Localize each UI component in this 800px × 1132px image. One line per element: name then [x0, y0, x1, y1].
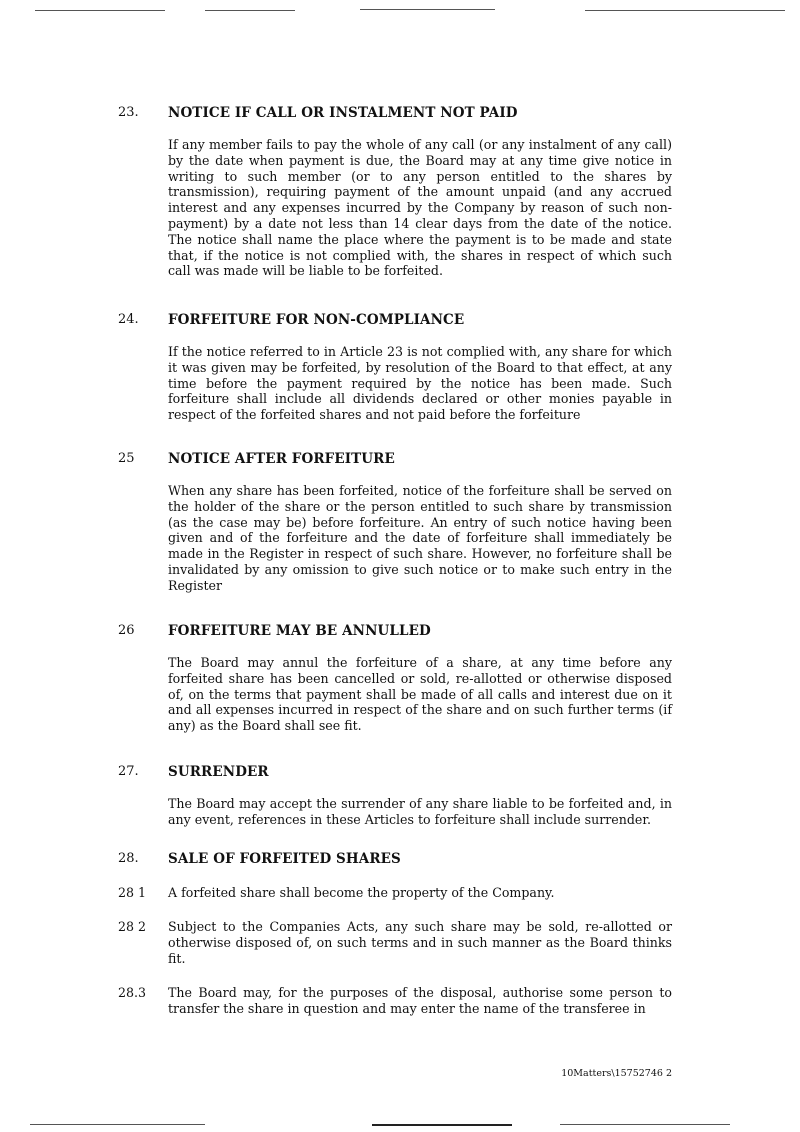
article-body: If any member fails to pay the whole of any call (or any instalment of any call) by the date when payment is due, the Board may at any time give notice in writing to such member (or to any person entitled to the shares by transmission), requiring payment of the amount unpaid (and any accrued interest and any expenses incurred by the Company by reason of such non-payment) by a date not less than 14 clear days from the date of the notice. The notice shall name the place where the payment is to be made and state that, if the notice is not complied with, the shares in respect of which such call was made will be liable to be forfeited. [168, 137, 672, 279]
article-title: NOTICE IF CALL OR INSTALMENT NOT PAID [168, 105, 518, 121]
article-title: NOTICE AFTER FORFEITURE [168, 451, 395, 467]
article-number: 25 [118, 451, 135, 466]
article-body: When any share has been forfeited, notice of the forfeiture shall be served on the holder of the share or the person entitled to such share by transmission (as the case may be) before forfeiture. An entry of such notice having been given and of the forfeiture and the date of forfeiture shall immediately be made in the Register in respect of such share. However, no forfeiture shall be invalidated by any omission to give such notice or to make such entry in the Register [168, 483, 672, 593]
subclause-28-2 [118, 919, 678, 966]
article-number: 24. [118, 312, 139, 327]
subclause-text: Subject to the Companies Acts, any such share may be sold, re-allotted or otherwise disposed of, on such terms and in such manner as the Board thinks fit. [168, 919, 672, 966]
article-body: The Board may accept the surrender of any share liable to be forfeited and, in any event, references in these Articles to forfeiture shall include surrender. [168, 796, 672, 827]
article-number: 27. [118, 764, 139, 779]
article-27 [118, 764, 678, 828]
scan-line [360, 9, 495, 10]
article-number: 28. [118, 851, 139, 866]
scan-line [560, 1124, 730, 1125]
article-title: FORFEITURE MAY BE ANNULLED [168, 623, 431, 639]
article-body: The Board may annul the forfeiture of a share, at any time before any forfeited share has been cancelled or sold, re-allotted or otherwise disposed of, on the terms that payment shall be made of all calls and interest due on it and all expenses incurred in respect of the share and on such further terms (if any) as the Board shall see fit. [168, 655, 672, 734]
scan-line [30, 1124, 205, 1125]
subclause-28-1 [118, 885, 678, 901]
subclause-number: 28.3 [118, 985, 147, 1000]
subclause-text: A forfeited share shall become the property of the Company. [168, 885, 555, 900]
subclause-28-3 [118, 985, 678, 1017]
article-title: FORFEITURE FOR NON-COMPLIANCE [168, 312, 465, 328]
document-reference: 10Matters\15752746 2 [561, 1068, 672, 1079]
article-28 [118, 851, 678, 871]
subclause-number: 28 1 [118, 885, 147, 900]
article-number: 26 [118, 623, 135, 638]
article-body: If the notice referred to in Article 23 is not complied with, any share for which it was given may be forfeited, by resolution of the Board to that effect, at any time before the payment required by the notice has been made. Such forfeiture shall include all dividends declared or other monies payable in respect of the forfeited shares and not paid before the forfeiture [168, 344, 672, 423]
article-number: 23. [118, 105, 139, 120]
scan-line [585, 10, 785, 11]
scan-line [372, 1124, 512, 1126]
subclause-text: The Board may, for the purposes of the disposal, authorise some person to transfer the share in question and may enter the name of the transferee in [168, 985, 672, 1016]
scan-line [35, 10, 165, 11]
article-25 [118, 451, 678, 594]
article-26 [118, 623, 678, 734]
article-23 [118, 105, 678, 279]
subclause-number: 28 2 [118, 919, 147, 934]
article-title: SURRENDER [168, 764, 269, 780]
article-title: SALE OF FORFEITED SHARES [168, 851, 401, 867]
article-24 [118, 312, 678, 423]
scan-line [205, 10, 295, 11]
